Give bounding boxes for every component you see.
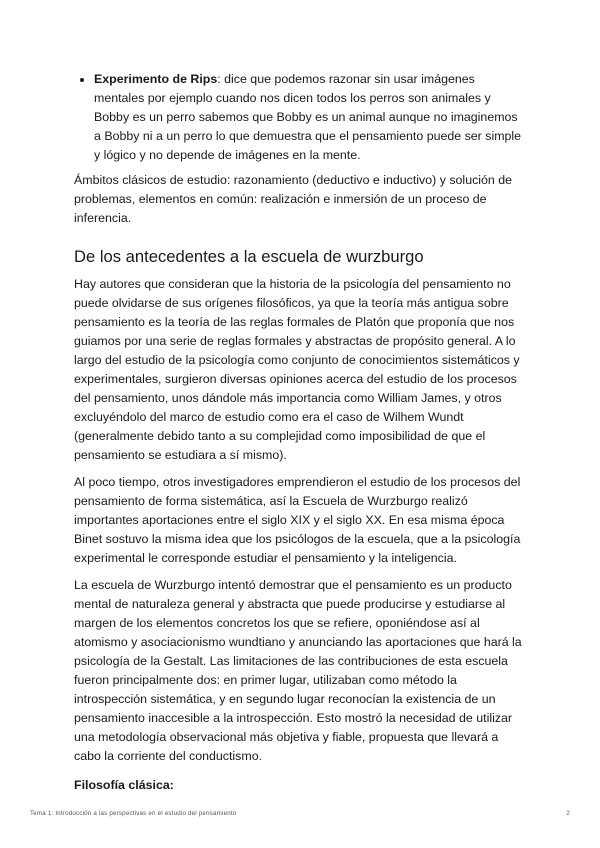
subheading-filosofia: Filosofía clásica: bbox=[74, 778, 174, 792]
bullet-term: Experimento de Rips bbox=[94, 72, 218, 86]
page-footer bbox=[30, 810, 570, 817]
paragraph-ambitos: Ámbitos clásicos de estudio: razonamiento (deductivo e inductivo) y solución de problemas, elementos en común: realización e inmersión de un proceso de inferencia. bbox=[74, 173, 513, 225]
paragraph-3: La escuela de Wurzburgo intentó demostrar que el pensamiento es un producto mental de naturaleza general y abstracta que puede producirse y estudiarse al margen de los elementos concretos los que se refiere, oponiéndose así al atomismo y asociacionismo wundtiano y anunciando las aportaciones que hará la psicología de la Gestalt. Las limitaciones de las contribuciones de esta escuela fueron principalmente dos: en primer lugar, utilizaban como método la introspección sistemática, y en segundo lugar reconocían la existencia de un pensamiento inaccesible a la introspección. Esto mostró la necesidad de utilizar una metodología observacional más objetiva y fiable, propuesta que llevará a cabo la corriente del conductismo. bbox=[74, 578, 522, 763]
page-number: 2 bbox=[566, 810, 570, 817]
page-content bbox=[74, 70, 526, 795]
section-heading: De los antecedentes a la escuela de wurzburgo bbox=[74, 247, 424, 266]
bullet-text: : dice que podemos razonar sin usar imágenes mentales por ejemplo cuando nos dicen todos los perros son animales y Bobby es un perro sabemos que Bobby es un animal aunque no imaginemos a Bobby ni a un perro lo que demuestra que el pensamiento puede ser simple y lógico y no depende de imágenes en la mente. bbox=[94, 72, 522, 162]
bullet-item-rips bbox=[94, 70, 526, 165]
bullet-list bbox=[74, 70, 526, 165]
footer-text: Tema 1: Introducción a las perspectivas en el estudio del pensamiento bbox=[30, 810, 237, 817]
paragraph-2: Al poco tiempo, otros investigadores emprendieron el estudio de los procesos del pensamiento de forma sistemática, así la Escuela de Wurzburgo realizó importantes aportaciones entre el siglo XIX y el siglo XX. En esa misma época Binet sostuvo la misma idea que los psicólogos de la escuela, que a la psicología experimental le corresponde estudiar el pensamiento y la inteligencia. bbox=[74, 475, 521, 565]
paragraph-1: Hay autores que consideran que la historia de la psicología del pensamiento no puede olvidarse de sus orígenes filosóficos, ya que la teoría más antigua sobre pensamiento es la teoría de las reglas formales de Platón que proponía que nos guiamos por una serie de reglas formales y abstractas de propósito general. A lo largo del estudio de la psicología como conjunto de conocimientos sistemáticos y experimentales, surgieron diversas opiniones acerca del estudio de los procesos del pensamiento, unos dándole más importancia como William James, y otros excluyéndolo del marco de estudio como era el caso de Wilhem Wundt (generalmente debido tanto a su complejidad como imposibilidad de que el pensamiento se estudiara a sí mismo). bbox=[74, 277, 520, 462]
